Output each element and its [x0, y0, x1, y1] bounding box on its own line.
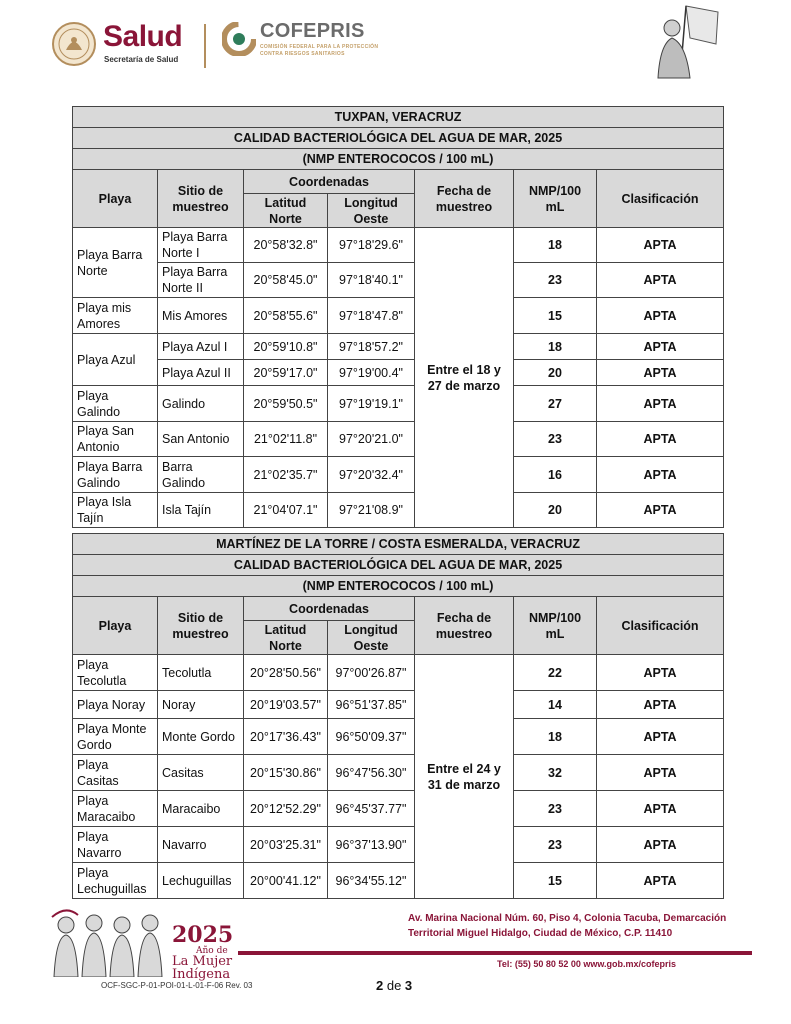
- col-header-longitud: Longitud Oeste: [328, 621, 415, 655]
- cofepris-subtitle-2: CONTRA RIESGOS SANITARIOS: [260, 51, 345, 57]
- cell-longitud: 97°18'29.6": [328, 228, 415, 263]
- cell-longitud: 97°20'32.4": [328, 457, 415, 493]
- cell-latitud: 20°17'36.43": [244, 719, 328, 755]
- cell-longitud: 97°18'57.2": [328, 334, 415, 360]
- cell-latitud: 20°59'10.8": [244, 334, 328, 360]
- col-header-playa: Playa: [73, 597, 158, 655]
- cell-sitio: Barra Galindo: [158, 457, 244, 493]
- cell-sitio: Playa Azul I: [158, 334, 244, 360]
- cell-playa: Playa Noray: [73, 691, 158, 719]
- cell-latitud: 20°58'45.0": [244, 263, 328, 298]
- table-unit: (NMP ENTEROCOCOS / 100 mL): [73, 576, 724, 597]
- cell-longitud: 96°45'37.77": [328, 791, 415, 827]
- cell-longitud: 97°19'00.4": [328, 360, 415, 386]
- cell-latitud: 20°15'30.86": [244, 755, 328, 791]
- footer-contact: Tel: (55) 50 80 52 00 www.gob.mx/cofepris: [497, 959, 677, 969]
- table-row: [73, 457, 724, 493]
- cofepris-subtitle-1: COMISIÓN FEDERAL PARA LA PROTECCIÓN: [260, 44, 379, 50]
- cell-nmp: 14: [514, 691, 597, 719]
- table-row: [73, 228, 724, 263]
- table-row: [73, 719, 724, 755]
- year-logo-line1: Año de: [196, 946, 228, 956]
- cell-sitio: Playa Barra Norte I: [158, 228, 244, 263]
- cell-longitud: 97°20'21.0": [328, 422, 415, 457]
- cell-latitud: 20°59'50.5": [244, 386, 328, 422]
- cell-nmp: 15: [514, 298, 597, 334]
- cell-playa: Playa Monte Gordo: [73, 719, 158, 755]
- table-row: [73, 791, 724, 827]
- cell-clasificacion: APTA: [597, 386, 724, 422]
- table-title: CALIDAD BACTERIOLÓGICA DEL AGUA DE MAR, 2025: [73, 555, 724, 576]
- cell-nmp: 32: [514, 755, 597, 791]
- cell-sitio: San Antonio: [158, 422, 244, 457]
- page-number: [376, 978, 412, 993]
- cell-fecha: Entre el 24 y 31 de marzo: [415, 655, 514, 899]
- cell-latitud: 21°02'11.8": [244, 422, 328, 457]
- cell-sitio: Galindo: [158, 386, 244, 422]
- cell-sitio: Tecolutla: [158, 655, 244, 691]
- table-row: [73, 334, 724, 360]
- col-header-sitio: Sitio de muestreo: [158, 170, 244, 228]
- salud-subtitle: Secretaría de Salud: [104, 55, 179, 64]
- cell-longitud: 96°34'55.12": [328, 863, 415, 899]
- cell-playa: Playa Maracaibo: [73, 791, 158, 827]
- col-header-playa: Playa: [73, 170, 158, 228]
- col-header-nmp: NMP/100 mL: [514, 597, 597, 655]
- table-row: [73, 863, 724, 899]
- year-logo-line2: La Mujer: [172, 954, 233, 969]
- cell-latitud: 20°59'17.0": [244, 360, 328, 386]
- indigenous-women-illustration-icon: [48, 905, 168, 977]
- col-header-sitio: Sitio de muestreo: [158, 597, 244, 655]
- col-header-latitud: Latitud Norte: [244, 194, 328, 228]
- cell-nmp: 16: [514, 457, 597, 493]
- table-row: [73, 360, 724, 386]
- cell-playa: Playa Navarro: [73, 827, 158, 863]
- cell-clasificacion: APTA: [597, 655, 724, 691]
- cell-clasificacion: APTA: [597, 457, 724, 493]
- cell-latitud: 20°19'03.57": [244, 691, 328, 719]
- cell-sitio: Lechuguillas: [158, 863, 244, 899]
- year-logo-line3: Indígena: [172, 967, 231, 982]
- page-header: [0, 0, 791, 90]
- table-row: [73, 691, 724, 719]
- footer-address-line1: Av. Marina Nacional Núm. 60, Piso 4, Colonia Tacuba, Demarcación: [408, 913, 727, 924]
- cell-nmp: 23: [514, 422, 597, 457]
- header-divider: [204, 24, 206, 68]
- cell-sitio: Playa Barra Norte II: [158, 263, 244, 298]
- cell-sitio: Isla Tajín: [158, 493, 244, 528]
- col-header-longitud: Longitud Oeste: [328, 194, 415, 228]
- cell-clasificacion: APTA: [597, 298, 724, 334]
- table-location: TUXPAN, VERACRUZ: [73, 107, 724, 128]
- cell-playa: Playa Azul: [73, 334, 158, 386]
- cell-nmp: 18: [514, 334, 597, 360]
- footer-address-line2: Territorial Miguel Hidalgo, Ciudad de México, C.P. 11410: [408, 928, 673, 939]
- table-row: [73, 298, 724, 334]
- cell-sitio: Navarro: [158, 827, 244, 863]
- cell-latitud: 20°12'52.29": [244, 791, 328, 827]
- cell-longitud: 96°50'09.37": [328, 719, 415, 755]
- cell-latitud: 21°04'07.1": [244, 493, 328, 528]
- salud-logo-text: Salud: [103, 20, 183, 53]
- table-row: [73, 422, 724, 457]
- cofepris-logo-icon: [222, 22, 256, 56]
- table-row: [73, 827, 724, 863]
- cell-clasificacion: APTA: [597, 228, 724, 263]
- cell-playa: Playa Tecolutla: [73, 655, 158, 691]
- cell-nmp: 23: [514, 263, 597, 298]
- cell-longitud: 96°51'37.85": [328, 691, 415, 719]
- cell-sitio: Mis Amores: [158, 298, 244, 334]
- heroine-illustration-icon: [646, 4, 722, 80]
- cell-latitud: 20°58'55.6": [244, 298, 328, 334]
- cell-nmp: 22: [514, 655, 597, 691]
- cell-longitud: 97°18'47.8": [328, 298, 415, 334]
- cell-nmp: 27: [514, 386, 597, 422]
- cell-clasificacion: APTA: [597, 263, 724, 298]
- cell-clasificacion: APTA: [597, 863, 724, 899]
- col-header-fecha: Fecha de muestreo: [415, 597, 514, 655]
- table-row: [73, 655, 724, 691]
- cell-nmp: 18: [514, 228, 597, 263]
- table-title: CALIDAD BACTERIOLÓGICA DEL AGUA DE MAR, 2025: [73, 128, 724, 149]
- cell-playa: Playa Isla Tajín: [73, 493, 158, 528]
- cell-latitud: 20°28'50.56": [244, 655, 328, 691]
- cell-longitud: 97°21'08.9": [328, 493, 415, 528]
- cell-fecha: Entre el 18 y 27 de marzo: [415, 228, 514, 528]
- cell-longitud: 96°37'13.90": [328, 827, 415, 863]
- cell-sitio: Noray: [158, 691, 244, 719]
- table-row: [73, 263, 724, 298]
- table-location: MARTÍNEZ DE LA TORRE / COSTA ESMERALDA, VERACRUZ: [73, 534, 724, 555]
- cell-clasificacion: APTA: [597, 422, 724, 457]
- table-row: [73, 386, 724, 422]
- cell-nmp: 15: [514, 863, 597, 899]
- col-header-coordenadas: Coordenadas: [244, 170, 415, 194]
- page-current: 2: [376, 978, 384, 993]
- cell-longitud: 97°00'26.87": [328, 655, 415, 691]
- cell-sitio: Maracaibo: [158, 791, 244, 827]
- cell-clasificacion: APTA: [597, 360, 724, 386]
- cell-longitud: 96°47'56.30": [328, 755, 415, 791]
- document-code: OCF-SGC-P-01-POI-01-L-01-F-06 Rev. 03: [101, 981, 253, 990]
- cell-sitio: Casitas: [158, 755, 244, 791]
- cell-playa: Playa Barra Norte: [73, 228, 158, 298]
- mexico-seal-icon: [52, 22, 96, 66]
- year-logo-number: 2025: [172, 922, 234, 948]
- cell-nmp: 20: [514, 493, 597, 528]
- page-total: 3: [404, 978, 413, 993]
- cell-latitud: 21°02'35.7": [244, 457, 328, 493]
- table-unit: (NMP ENTEROCOCOS / 100 mL): [73, 149, 724, 170]
- cell-playa: Playa Barra Galindo: [73, 457, 158, 493]
- cofepris-logo-text: COFEPRIS: [260, 20, 365, 42]
- page-separator: de: [383, 978, 405, 993]
- cell-nmp: 20: [514, 360, 597, 386]
- cell-clasificacion: APTA: [597, 791, 724, 827]
- cell-nmp: 23: [514, 791, 597, 827]
- cell-clasificacion: APTA: [597, 827, 724, 863]
- cell-playa: Playa Galindo: [73, 386, 158, 422]
- table-row: [73, 493, 724, 528]
- cell-playa: Playa Casitas: [73, 755, 158, 791]
- col-header-clasificacion: Clasificación: [597, 170, 724, 228]
- cell-sitio: Monte Gordo: [158, 719, 244, 755]
- col-header-clasificacion: Clasificación: [597, 597, 724, 655]
- cell-nmp: 18: [514, 719, 597, 755]
- cell-clasificacion: APTA: [597, 755, 724, 791]
- water-quality-table-tuxpan: [72, 106, 724, 528]
- col-header-coordenadas: Coordenadas: [244, 597, 415, 621]
- col-header-fecha: Fecha de muestreo: [415, 170, 514, 228]
- cell-clasificacion: APTA: [597, 691, 724, 719]
- col-header-nmp: NMP/100 mL: [514, 170, 597, 228]
- cell-nmp: 23: [514, 827, 597, 863]
- water-quality-table-costa-esmeralda: [72, 533, 724, 899]
- cell-latitud: 20°58'32.8": [244, 228, 328, 263]
- footer-divider: [238, 951, 752, 955]
- cell-clasificacion: APTA: [597, 493, 724, 528]
- cell-clasificacion: APTA: [597, 719, 724, 755]
- cell-longitud: 97°19'19.1": [328, 386, 415, 422]
- cell-latitud: 20°00'41.12": [244, 863, 328, 899]
- cell-playa: Playa San Antonio: [73, 422, 158, 457]
- table-row: [73, 755, 724, 791]
- cell-clasificacion: APTA: [597, 334, 724, 360]
- cell-latitud: 20°03'25.31": [244, 827, 328, 863]
- cell-longitud: 97°18'40.1": [328, 263, 415, 298]
- cell-playa: Playa Lechuguillas: [73, 863, 158, 899]
- col-header-latitud: Latitud Norte: [244, 621, 328, 655]
- cell-sitio: Playa Azul II: [158, 360, 244, 386]
- cell-playa: Playa mis Amores: [73, 298, 158, 334]
